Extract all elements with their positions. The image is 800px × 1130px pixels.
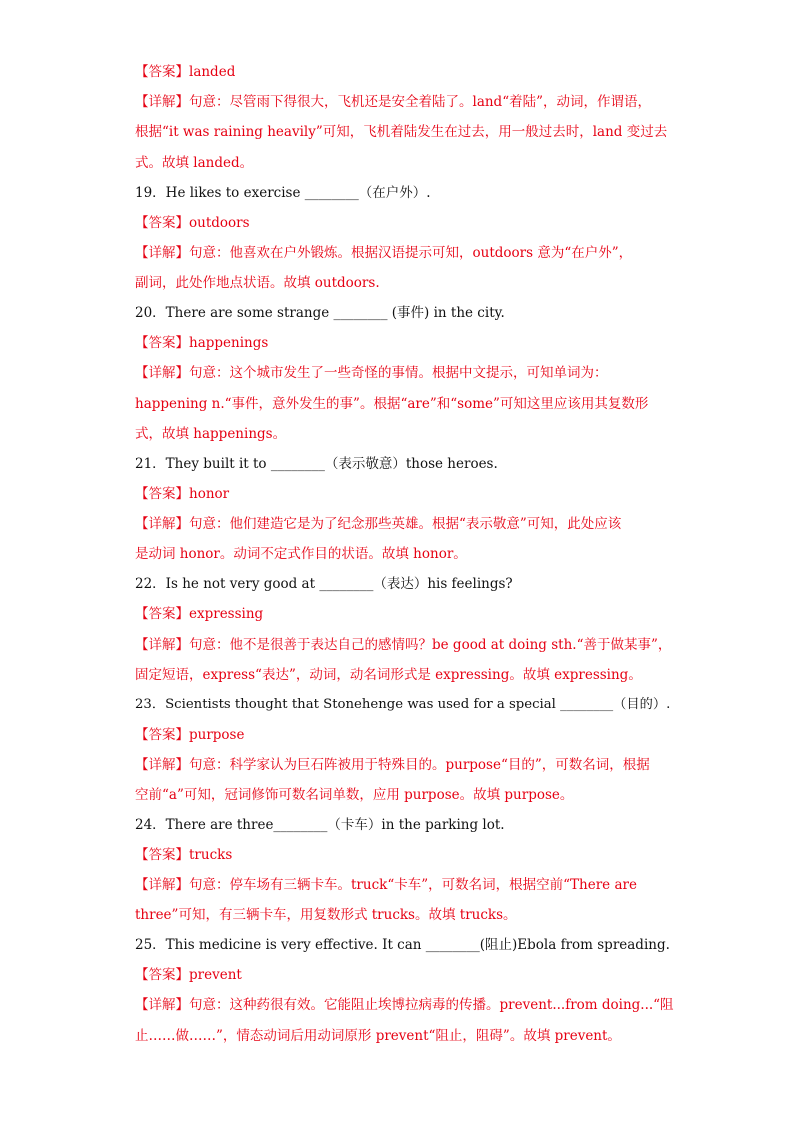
question-line: 25．This medicine is very effective. It can ________(阻止)Ebola from spreading.: [135, 937, 670, 953]
explanation-line: 【详解】句意：他们建造它是为了纪念那些英雄。根据“表示敬意”可知，此处应该: [135, 516, 622, 532]
question-line: 23．Scientists thought that Stonehenge was used for a special ________（目的）.: [135, 697, 671, 712]
question-line: 24．There are three________（卡车）in the parking lot.: [135, 817, 505, 833]
explanation-line: 【详解】句意：尽管雨下得很大，飞机还是安全着陆了。land“着陆”，动词，作谓语，: [135, 94, 652, 110]
explanation-line: 式，故填 happenings。: [135, 426, 287, 442]
question-line: 21．They built it to ________（表示敬意）those heroes.: [135, 456, 498, 472]
explanation-line: 【详解】句意：他喜欢在户外锻炼。根据汉语提示可知，outdoors 意为“在户外”，: [135, 245, 633, 261]
answer-line: 【答案】trucks: [135, 847, 233, 863]
explanation-line: 固定短语，express“表达”，动词，动名词形式是 expressing。故填 expressing。: [135, 667, 642, 683]
explanation-line: 【详解】句意：这个城市发生了一些奇怪的事情。根据中文提示，可知单词为：: [135, 365, 608, 381]
answer-line: 【答案】happenings: [135, 335, 269, 351]
answer-line: 【答案】expressing: [135, 606, 264, 622]
question-line: 19．He likes to exercise ________（在户外）.: [135, 185, 431, 201]
explanation-line: 式。故填 landed。: [135, 155, 254, 171]
explanation-line: 副词，此处作地点状语。故填 outdoors.: [135, 275, 380, 291]
explanation-line: 【详解】句意：他不是很善于表达自己的感情吗？be good at doing sth.“善于做某事”，: [135, 637, 672, 653]
explanation-line: 【详解】句意：科学家认为巨石阵被用于特殊目的。purpose“目的”，可数名词，根据: [135, 757, 650, 773]
explanation-line: three”可知，有三辆卡车，用复数形式 trucks。故填 trucks。: [135, 907, 517, 923]
answer-line: 【答案】outdoors: [135, 215, 250, 231]
answer-line: 【答案】honor: [135, 486, 230, 502]
explanation-line: 空前“a”可知，冠词修饰可数名词单数，应用 purpose。故填 purpose。: [135, 787, 574, 803]
explanation-line: 【详解】句意：停车场有三辆卡车。truck“卡车”，可数名词，根据空前“There are: [135, 877, 637, 893]
question-line: 22．Is he not very good at ________（表达）his feelings?: [135, 576, 513, 592]
explanation-line: 是动词 honor。动词不定式作目的状语。故填 honor。: [135, 546, 467, 562]
explanation-line: 止……做……”，情态动词后用动词原形 prevent“阻止，阻碍”。故填 prevent。: [135, 1028, 621, 1044]
explanation-line: 【详解】句意：这种药很有效。它能阻止埃博拉病毒的传播。prevent...from doing...“阻: [135, 997, 674, 1013]
answer-line: 【答案】landed: [135, 64, 236, 80]
question-line: 20．There are some strange ________ (事件) in the city.: [135, 305, 505, 321]
explanation-line: 根据“it was raining heavily”可知，飞机着陆发生在过去，用一般过去时，land 变过去: [135, 124, 668, 140]
explanation-line: happening n.“事件，意外发生的事”。根据“are”和“some”可知这里应该用其复数形: [135, 396, 649, 412]
answer-line: 【答案】purpose: [135, 727, 245, 743]
answer-line: 【答案】prevent: [135, 967, 242, 983]
